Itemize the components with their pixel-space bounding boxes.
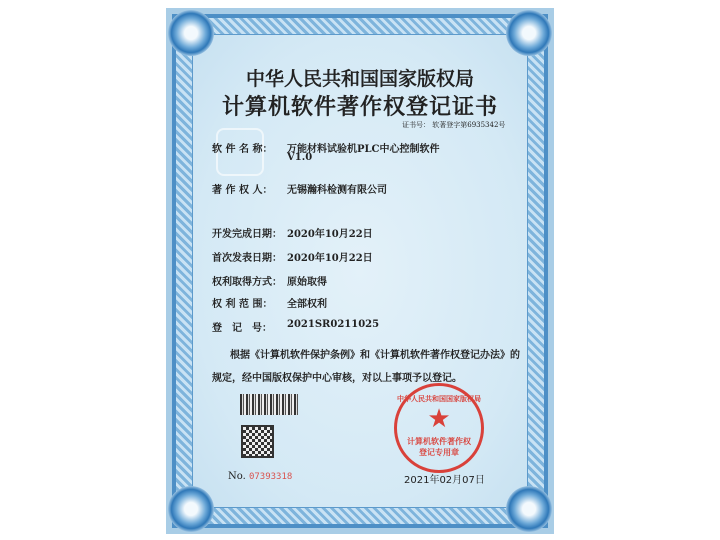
barcode	[240, 394, 298, 415]
field-label: 权利取得方式：	[212, 277, 282, 288]
field-label: 登 记 号：	[212, 323, 272, 334]
software-name: 万能材料试验机PLC中心控制软件	[287, 144, 440, 155]
corner-ornament-icon	[168, 486, 214, 532]
star-icon: ★	[427, 404, 451, 434]
serial-number	[228, 471, 292, 482]
acquisition-method: 原始取得	[287, 277, 327, 288]
seal-line-1: 计算机软件著作权	[407, 436, 471, 446]
serial-value: 07393318	[248, 472, 293, 482]
field-label: 软 件 名 称：	[212, 144, 273, 155]
corner-ornament-icon	[506, 486, 552, 532]
certificate-number	[402, 120, 505, 130]
seal-ring-text: 中华人民共和国国家版权局	[397, 394, 481, 403]
publish-date: 2020年10月22日	[287, 253, 373, 264]
field-label: 权 利 范 围：	[212, 299, 273, 310]
completion-date: 2020年10月22日	[287, 229, 373, 240]
certificate-title: 计算机软件著作权登记证书	[221, 94, 498, 120]
field-label: 著 作 权 人：	[212, 185, 273, 196]
rights-scope: 全部权利	[287, 299, 327, 310]
corner-ornament-icon	[506, 10, 552, 56]
cert-no-value: 软著登字第6935342号	[432, 121, 506, 129]
software-version: V1.0	[287, 152, 313, 163]
serial-label: No.	[228, 471, 246, 482]
qr-code	[243, 427, 272, 456]
copyright-owner: 无锡瀚科检测有限公司	[287, 185, 387, 196]
registration-number: 2021SR0211025	[287, 319, 380, 330]
field-label: 首次发表日期：	[212, 253, 282, 264]
corner-ornament-icon	[168, 10, 214, 56]
cert-no-label: 证书号：	[402, 121, 430, 129]
statement-line-2: 规定，经中国版权保护中心审核，对以上事项予以登记。	[212, 373, 462, 384]
field-label: 开发完成日期：	[212, 229, 282, 240]
issuer: 中华人民共和国国家版权局	[245, 68, 474, 90]
statement-line-1: 根据《计算机软件保护条例》和《计算机软件著作权登记办法》的	[230, 350, 520, 361]
seal-line-2: 登记专用章	[419, 447, 459, 457]
issue-date: 2021年02月07日	[404, 475, 485, 486]
official-seal	[394, 383, 484, 473]
